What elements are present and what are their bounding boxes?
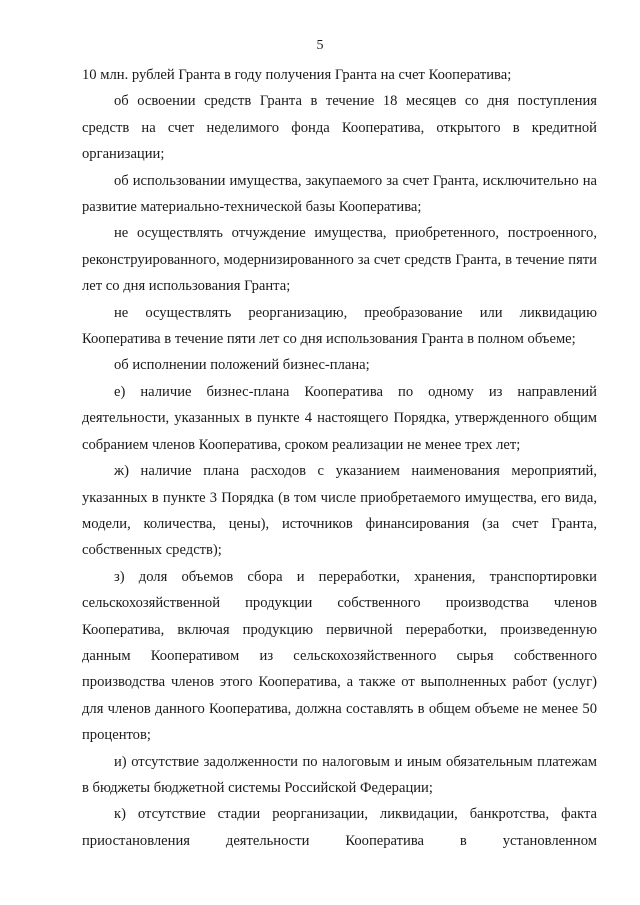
paragraph-4: не осуществлять отчуждение имущества, приобретенного, построенного, реконструированного, модернизированного за счет средств Гранта, в течение пяти лет со дня использования Гранта; (82, 225, 597, 295)
paragraph-3: об использовании имущества, закупаемого за счет Гранта, исключительно на развитие материально-технической базы Кооператива; (82, 172, 597, 216)
document-body (82, 62, 597, 854)
paragraph-7: е) наличие бизнес-плана Кооператива по одному из направлений деятельности, указанных в пункте 4 настоящего Порядка, утвержденного общим собранием членов Кооператива, сроком реализации не менее трех лет; (82, 383, 597, 453)
paragraph-10: и) отсутствие задолженности по налоговым и иным обязательным платежам в бюджеты бюджетной системы Российской Федерации; (82, 753, 597, 796)
paragraph-8: ж) наличие плана расходов с указанием наименования мероприятий, указанных в пункте 3 Порядка (в том числе приобретаемого имущества, его вида, модели, количества, цены), источников финансирования (за счет Гранта, собственных средств); (82, 463, 597, 559)
paragraph-5: не осуществлять реорганизацию, преобразование или ликвидацию Кооператива в течение пяти лет со дня использования Гранта в полном объеме; (82, 304, 597, 348)
paragraph-9: з) доля объемов сбора и переработки, хранения, транспортировки сельскохозяйственной продукции собственного производства членов Кооператива, включая продукцию первичной переработки, произведенную данным Кооперативом из сельскохозяйственного сырья собственного производства членов этого Кооператива, а также от выполненных работ (услуг) для членов данного Кооператива, должна составлять в общем объеме не менее 50 процентов; (82, 568, 597, 744)
paragraph-6: об исполнении положений бизнес-плана; (114, 357, 370, 374)
paragraph-11: к) отсутствие стадии реорганизации, ликвидации, банкротства, факта приостановления деятельности Кооператива в установленном (82, 806, 597, 849)
page-number: 5 (316, 38, 324, 53)
paragraph-2: об освоении средств Гранта в течение 18 месяцев со дня поступления средств на счет неделимого фонда Кооператива, открытого в кредитной организации; (82, 93, 597, 163)
paragraph-1: 10 млн. рублей Гранта в году получения Гранта на счет Кооператива; (82, 67, 512, 83)
